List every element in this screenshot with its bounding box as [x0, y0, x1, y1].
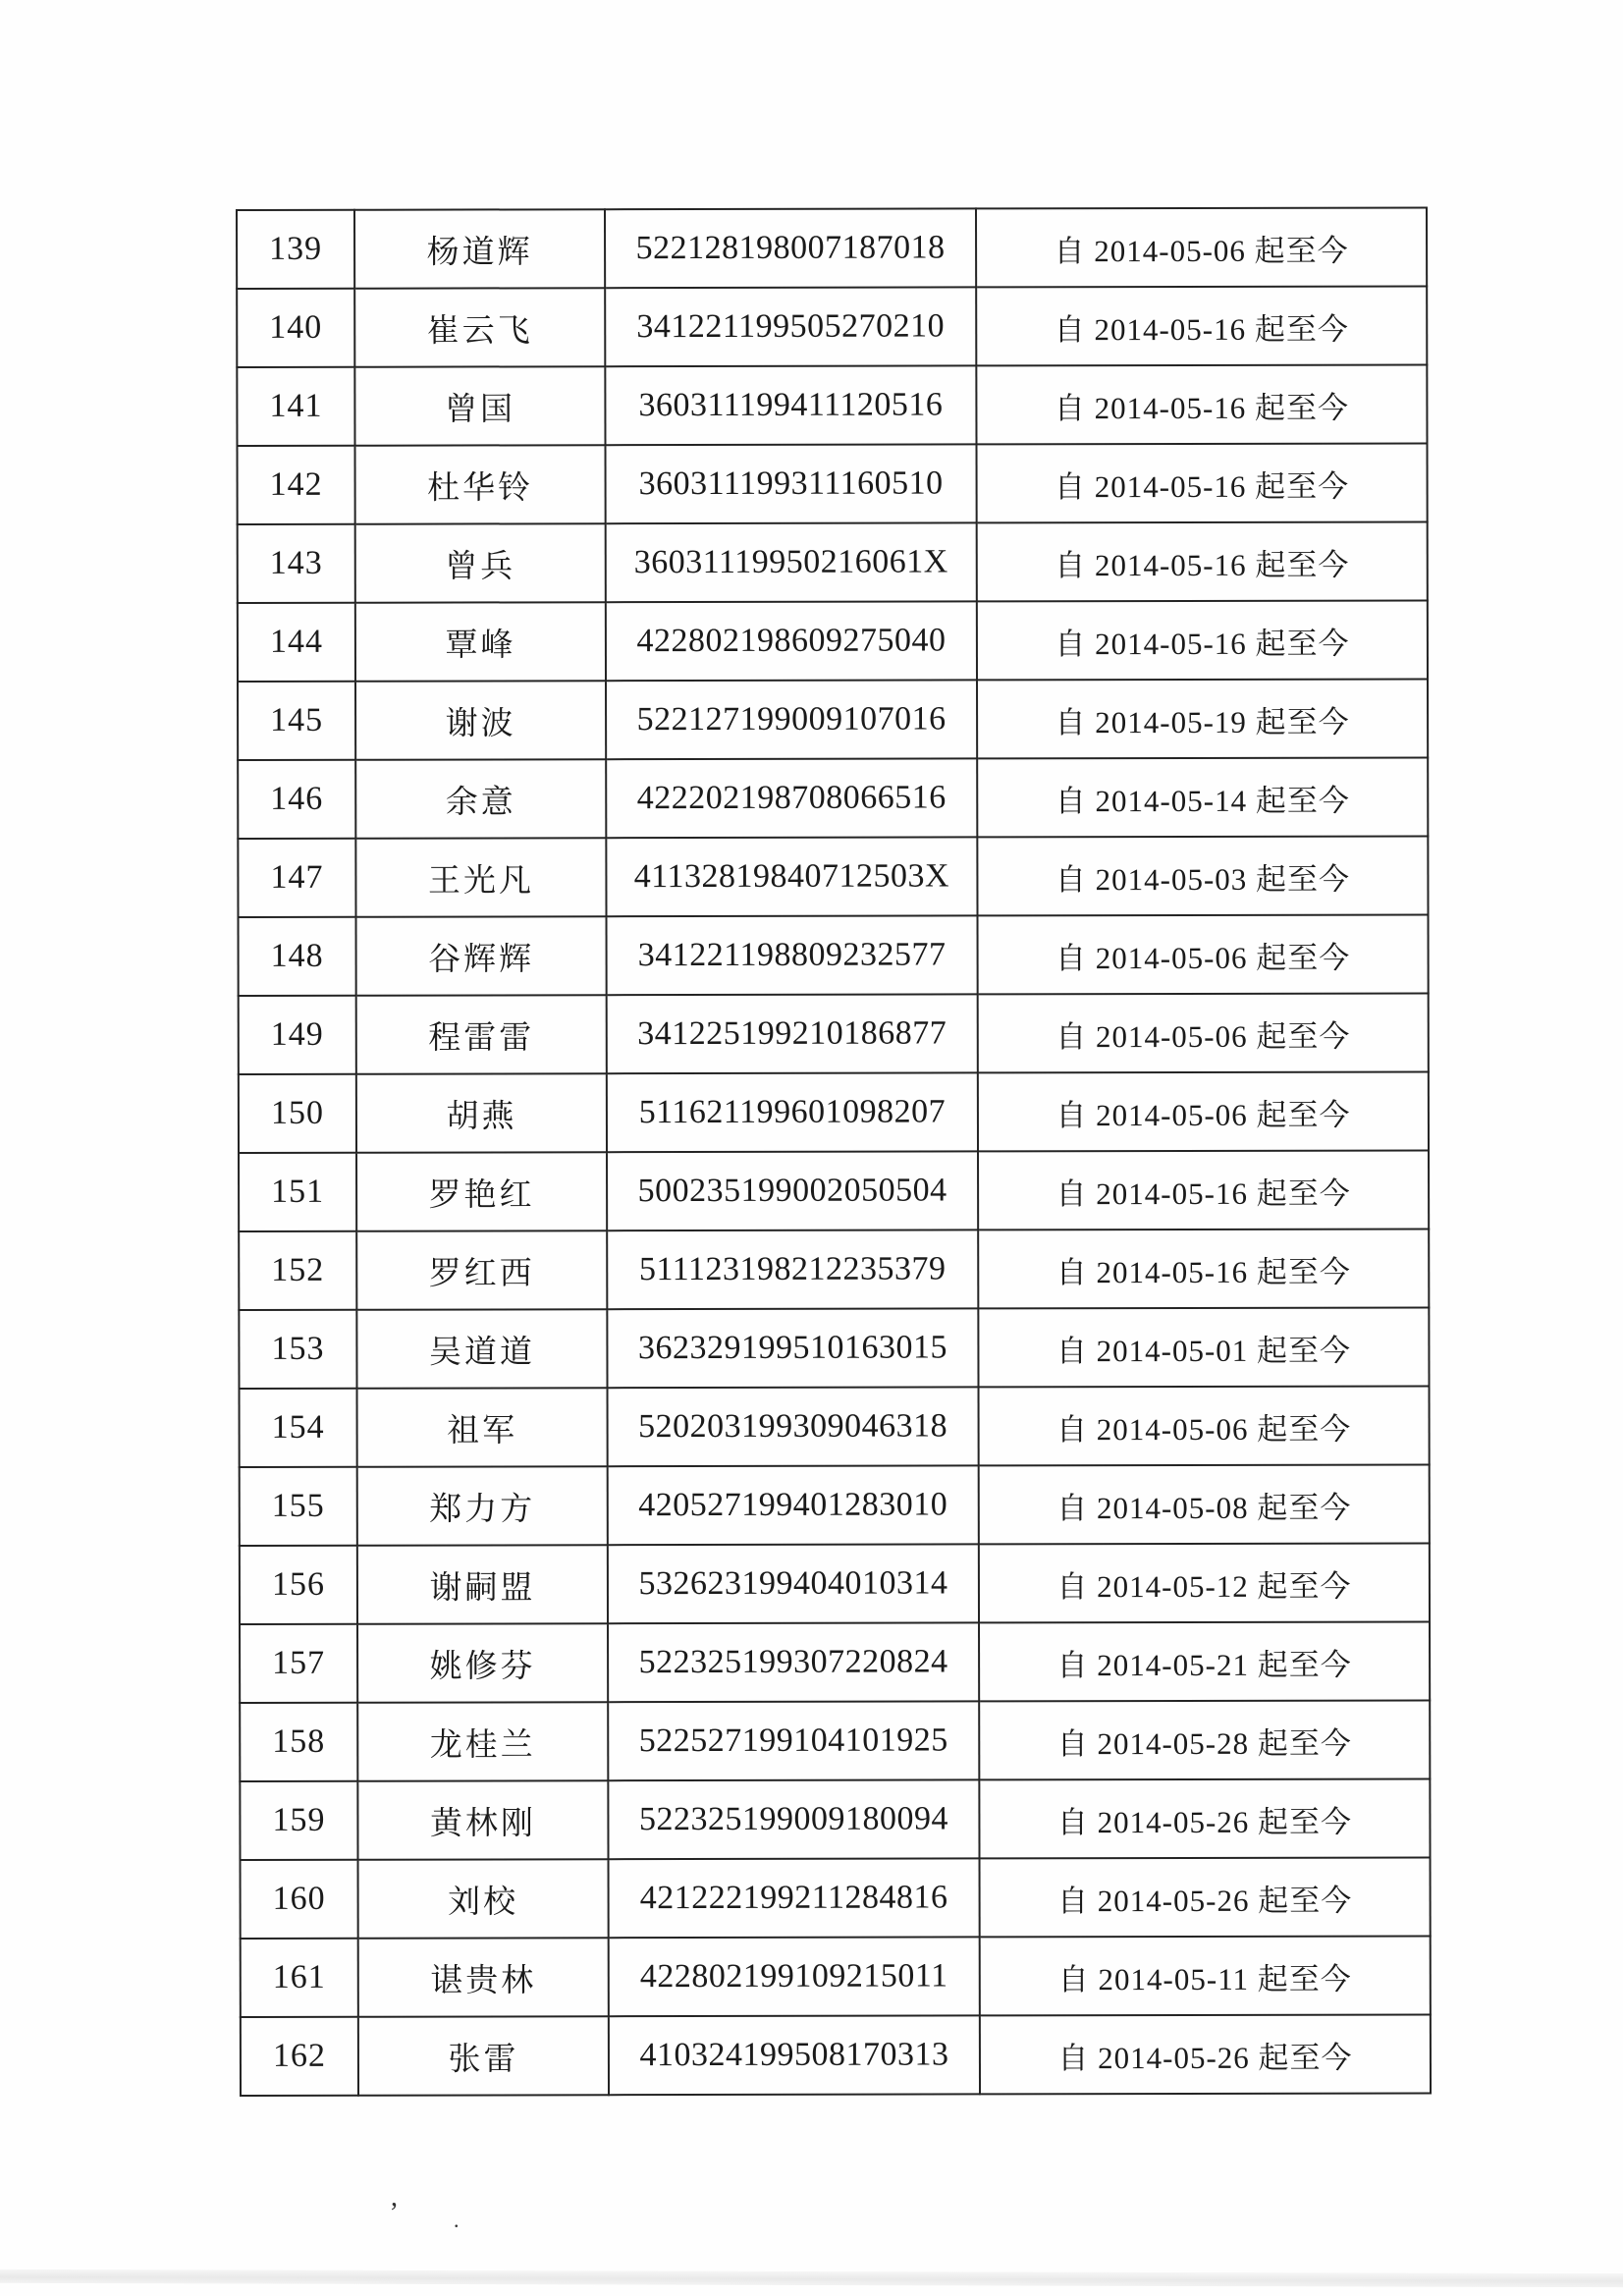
table-row: [239, 914, 1429, 996]
id-number-cell: 341221198809232577: [607, 915, 978, 995]
personnel-roster-table: [236, 206, 1432, 2097]
row-number-cell: 142: [238, 446, 355, 524]
person-name-cell: 程雷雷: [356, 995, 607, 1074]
table-row: [238, 836, 1428, 917]
table-row: [238, 600, 1428, 682]
id-number-cell: 422802198609275040: [606, 601, 977, 681]
table-row: [237, 364, 1427, 446]
id-number-cell: 410324199508170313: [609, 2015, 980, 2095]
scan-artifact-comma: ,: [391, 2182, 398, 2213]
period-cell: 自 2014-05-11 起至今: [980, 1936, 1431, 2015]
period-cell: 自 2014-05-26 起至今: [980, 2014, 1431, 2094]
row-number-cell: 141: [237, 367, 354, 446]
period-cell: 自 2014-05-19 起至今: [977, 679, 1428, 758]
person-name-cell: 余意: [355, 759, 606, 839]
row-number-cell: 143: [238, 524, 355, 603]
id-number-cell: 522527199104101925: [608, 1701, 979, 1780]
period-cell: 自 2014-05-14 起至今: [977, 757, 1428, 837]
table-row: [241, 1857, 1431, 1939]
id-number-cell: 360311199311160510: [606, 444, 977, 523]
table-row: [237, 207, 1427, 289]
row-number-cell: 147: [238, 839, 355, 917]
period-cell: 自 2014-05-16 起至今: [978, 1229, 1429, 1308]
table-row: [241, 1936, 1431, 2017]
row-number-cell: 145: [238, 682, 355, 760]
period-cell: 自 2014-05-06 起至今: [978, 1071, 1429, 1151]
person-name-cell: 曾国: [354, 366, 605, 446]
period-cell: 自 2014-05-16 起至今: [976, 364, 1427, 444]
person-name-cell: 姚修芬: [357, 1623, 608, 1703]
period-cell: 自 2014-05-06 起至今: [976, 207, 1427, 287]
id-number-cell: 522325199009180094: [608, 1779, 979, 1859]
table-row: [238, 757, 1428, 839]
table-row: [239, 1150, 1429, 1231]
row-number-cell: 161: [241, 1939, 358, 2017]
person-name-cell: 谷辉辉: [356, 916, 607, 996]
table-row: [240, 1386, 1430, 1467]
row-number-cell: 154: [240, 1389, 357, 1467]
row-number-cell: 146: [238, 760, 355, 839]
period-cell: 自 2014-05-28 起至今: [979, 1700, 1430, 1779]
id-number-cell: 522325199307220824: [608, 1622, 979, 1702]
id-number-cell: 41132819840712503X: [606, 837, 977, 916]
person-name-cell: 张雷: [358, 2016, 609, 2096]
table-row: [240, 1543, 1430, 1624]
person-name-cell: 王光凡: [355, 838, 606, 917]
row-number-cell: 149: [239, 996, 356, 1074]
person-name-cell: 刘校: [358, 1859, 609, 1939]
row-number-cell: 140: [237, 289, 354, 367]
period-cell: 自 2014-05-06 起至今: [978, 993, 1429, 1072]
table-row: [238, 521, 1428, 603]
person-name-cell: 罗艳红: [356, 1152, 607, 1231]
row-number-cell: 150: [239, 1074, 356, 1153]
id-number-cell: 420527199401283010: [608, 1465, 979, 1545]
row-number-cell: 152: [239, 1231, 356, 1310]
id-number-cell: 500235199002050504: [607, 1151, 978, 1230]
table-row: [239, 1307, 1429, 1389]
period-cell: 自 2014-05-26 起至今: [979, 1778, 1430, 1858]
id-number-cell: 341225199210186877: [607, 994, 978, 1073]
table-row: [240, 1700, 1430, 1781]
person-name-cell: 谌贵林: [358, 1938, 609, 2017]
period-cell: 自 2014-05-16 起至今: [978, 1150, 1429, 1230]
period-cell: 自 2014-05-06 起至今: [978, 914, 1429, 994]
person-name-cell: 郑力方: [357, 1466, 608, 1546]
id-number-cell: 422802199109215011: [609, 1937, 980, 2016]
period-cell: 自 2014-05-16 起至今: [976, 286, 1427, 365]
id-number-cell: 36031119950216061X: [606, 522, 977, 602]
id-number-cell: 511621199601098207: [607, 1072, 978, 1152]
person-name-cell: 杜华铃: [355, 445, 606, 524]
table-row: [239, 1229, 1429, 1310]
id-number-cell: 522127199009107016: [606, 680, 977, 759]
period-cell: 自 2014-05-21 起至今: [979, 1621, 1430, 1701]
id-number-cell: 341221199505270210: [605, 287, 976, 366]
person-name-cell: 覃峰: [355, 602, 606, 682]
id-number-cell: 421222199211284816: [609, 1858, 980, 1938]
row-number-cell: 148: [239, 917, 356, 996]
row-number-cell: 155: [240, 1467, 357, 1546]
row-number-cell: 156: [240, 1546, 357, 1624]
id-number-cell: 511123198212235379: [607, 1230, 978, 1309]
person-name-cell: 曾兵: [355, 523, 606, 603]
person-name-cell: 黄林刚: [357, 1780, 608, 1860]
period-cell: 自 2014-05-26 起至今: [980, 1857, 1431, 1937]
scan-edge-shadow: [0, 2269, 1623, 2287]
table-row: [237, 286, 1427, 367]
person-name-cell: 胡燕: [356, 1073, 607, 1153]
person-name-cell: 谢波: [355, 681, 606, 760]
person-name-cell: 祖军: [357, 1388, 608, 1467]
row-number-cell: 158: [240, 1703, 357, 1781]
person-name-cell: 谢嗣盟: [357, 1545, 608, 1624]
person-name-cell: 崔云飞: [354, 288, 605, 367]
id-number-cell: 360311199411120516: [605, 365, 976, 445]
table-row: [241, 2014, 1431, 2096]
table-row: [240, 1778, 1430, 1860]
scan-artifact-dot: .: [454, 2208, 460, 2232]
table-row: [238, 443, 1428, 524]
personnel-roster-body: [237, 207, 1431, 2096]
row-number-cell: 153: [239, 1310, 356, 1389]
period-cell: 自 2014-05-01 起至今: [978, 1307, 1429, 1387]
id-number-cell: 520203199309046318: [608, 1387, 979, 1466]
period-cell: 自 2014-05-16 起至今: [977, 600, 1428, 680]
table-row: [239, 993, 1429, 1074]
row-number-cell: 157: [240, 1624, 357, 1703]
id-number-cell: 422202198708066516: [606, 758, 977, 838]
id-number-cell: 522128198007187018: [605, 208, 976, 288]
row-number-cell: 144: [238, 603, 355, 682]
id-number-cell: 362329199510163015: [607, 1308, 978, 1388]
period-cell: 自 2014-05-16 起至今: [977, 521, 1428, 601]
row-number-cell: 162: [241, 2017, 358, 2096]
row-number-cell: 151: [239, 1153, 356, 1231]
table-row: [240, 1621, 1430, 1703]
table-row: [239, 1071, 1429, 1153]
period-cell: 自 2014-05-06 起至今: [979, 1386, 1430, 1465]
person-name-cell: 杨道辉: [354, 209, 605, 289]
period-cell: 自 2014-05-16 起至今: [977, 443, 1428, 522]
row-number-cell: 139: [237, 210, 354, 289]
table-row: [238, 679, 1428, 760]
table-row: [240, 1464, 1430, 1546]
row-number-cell: 160: [241, 1860, 358, 1939]
period-cell: 自 2014-05-03 起至今: [977, 836, 1428, 915]
person-name-cell: 罗红西: [356, 1230, 607, 1310]
period-cell: 自 2014-05-08 起至今: [979, 1464, 1430, 1544]
person-name-cell: 吴道道: [356, 1309, 607, 1389]
person-name-cell: 龙桂兰: [357, 1702, 608, 1781]
period-cell: 自 2014-05-12 起至今: [979, 1543, 1430, 1622]
id-number-cell: 532623199404010314: [608, 1544, 979, 1623]
row-number-cell: 159: [240, 1781, 357, 1860]
